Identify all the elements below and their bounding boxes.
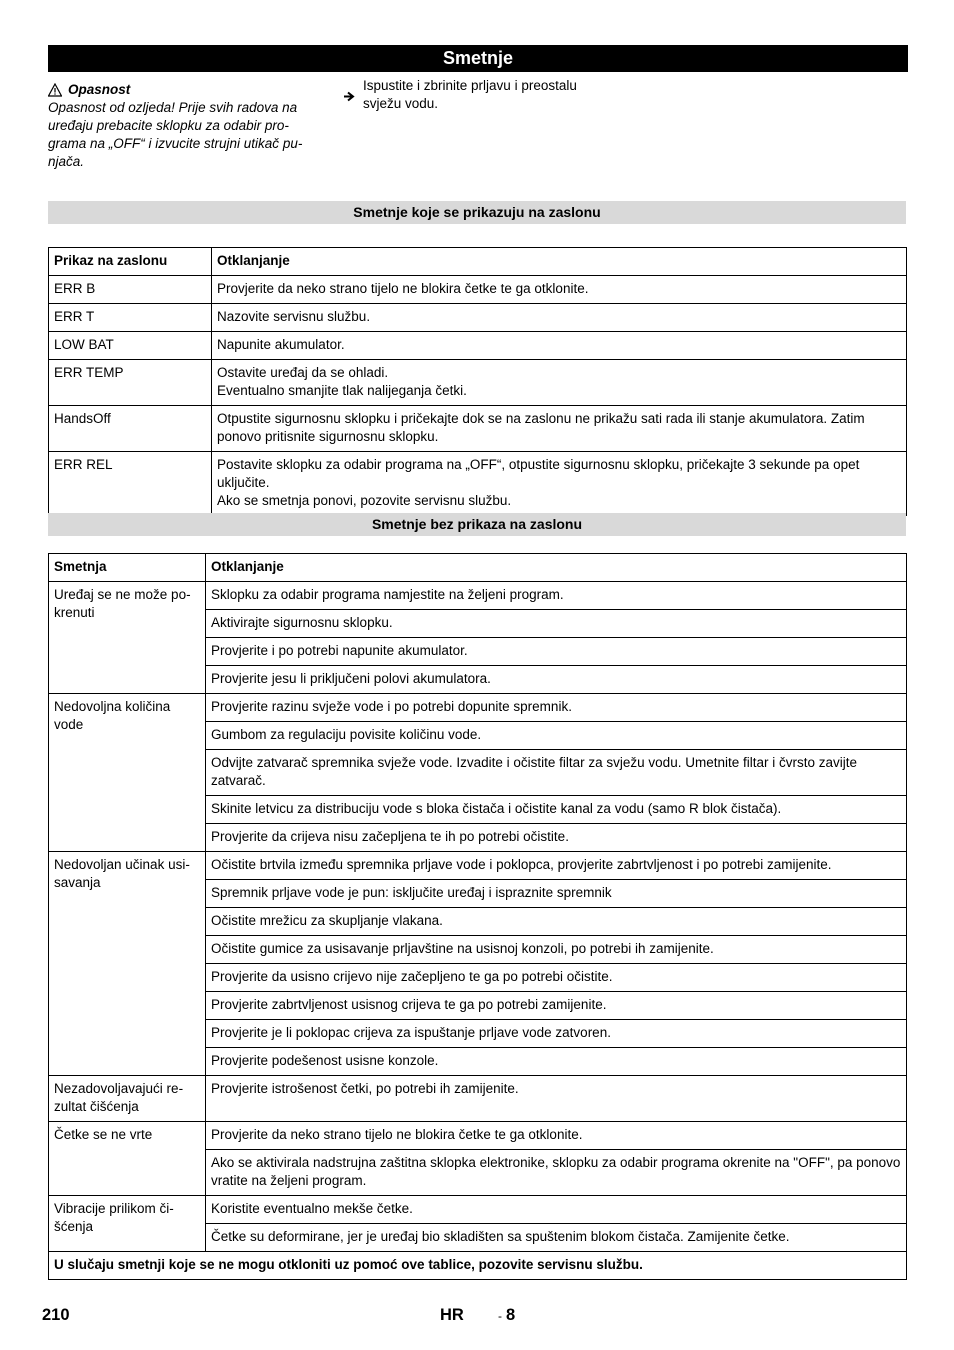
remedy-text: Ostavite uređaj da se ohladi. — [217, 365, 389, 380]
remedy-cell: Sklopku za odabir programa namjestite na željeni program. — [206, 582, 907, 610]
language-code: HR — [440, 1306, 464, 1324]
remedy-cell: Provjerite istrošenost četki, po potrebi ih zamijenite. — [206, 1076, 907, 1122]
remedy-cell: Provjerite zabrtvljenost usisnog crijeva te ga po potrebi zamijenite. — [206, 992, 907, 1020]
fault-text: vode — [54, 717, 84, 732]
remedy-text: Provjerite da neko strano tijelo ne blokira četke te ga otklonite. — [217, 281, 589, 296]
display-code: ERR TEMP — [49, 360, 212, 406]
remedy-cell — [212, 332, 907, 360]
remedy-cell: Koristite eventualno mekše četke. — [206, 1196, 907, 1224]
fault-text: Nedovoljan učinak usi- — [54, 857, 190, 872]
remedy-cell: Ako se aktivirala nadstrujna zaštitna sklopka elektronike, sklopku za odabir programa okrenite na "OFF", pa ponovo vratite na željeni program. — [206, 1150, 907, 1196]
remedy-cell — [212, 360, 907, 406]
nodisplay-faults-table — [48, 553, 907, 1280]
fault-text: krenuti — [54, 605, 95, 620]
remedy-cell: Provjerite je li poklopac crijeva za ispuštanje prljave vode zatvoren. — [206, 1020, 907, 1048]
column-header: Prikaz na zaslonu — [49, 248, 212, 276]
display-code: ERR T — [49, 304, 212, 332]
warning-heading — [48, 81, 328, 99]
warning-line: njača. — [48, 154, 85, 169]
page-dash: - — [498, 1309, 502, 1323]
remedy-text: Napunite akumulator. — [217, 337, 345, 352]
warning-line: grama na „OFF“ i izvucite strujni utikač pu- — [48, 136, 303, 151]
fault-text: Vibracije prilikom či- — [54, 1201, 174, 1216]
section-heading-nodisplay: Smetnje bez prikaza na zaslonu — [48, 513, 906, 536]
remedy-text: Nazovite servisnu službu. — [217, 309, 371, 324]
remedy-cell: Provjerite razinu svježe vode i po potrebi dopunite spremnik. — [206, 694, 907, 722]
fault-text: Nedovoljna količina — [54, 699, 171, 714]
warning-note — [48, 81, 328, 171]
display-code: ERR B — [49, 276, 212, 304]
fault-cell — [49, 1196, 206, 1252]
remedy-cell: Odvijte zatvarač spremnika svježe vode. Izvadite i očistite filtar za svježu vodu. Umetnite filtar i čvrsto zavijte zatvarač. — [206, 750, 907, 796]
fault-text: savanja — [54, 875, 101, 890]
table-header-row — [49, 554, 907, 582]
column-header: Smetnja — [49, 554, 206, 582]
remedy-cell: Gumbom za regulaciju povisite količinu vode. — [206, 722, 907, 750]
remedy-cell: Provjerite i po potrebi napunite akumulator. — [206, 638, 907, 666]
warning-line: uređaju prebacite sklopku za odabir pro- — [48, 118, 289, 133]
remedy-cell: Provjerite podešenost usisne konzole. — [206, 1048, 907, 1076]
remedy-text: Postavite sklopku za odabir programa na „OFF“, otpustite sigurnosnu sklopku, pričekajte 3 sekunde pa opet uključite. — [217, 457, 860, 490]
table-row — [49, 694, 907, 722]
table-row — [49, 332, 907, 360]
fault-text: šćenja — [54, 1219, 94, 1234]
remedy-text: Otpustite sigurnosnu sklopku i pričekajte dok se na zaslonu ne prikažu sati rada ili stanje akumulatora. Zatim ponovo pritisnite sigurnosnu sklopku. — [217, 411, 865, 444]
remedy-text: Ako se smetnja ponovi, pozovite servisnu službu. — [217, 493, 512, 508]
remedy-cell: Očistite gumice za usisavanje prljavštine na usisnoj konzoli, po potrebi ih zamijenite. — [206, 936, 907, 964]
arrow-right-icon — [343, 80, 355, 113]
display-code: HandsOff — [49, 406, 212, 452]
remedy-cell — [212, 452, 907, 516]
fault-text: Četke se ne vrte — [54, 1127, 153, 1142]
fault-text: Uređaj se ne može po- — [54, 587, 191, 602]
fault-text: Nezadovoljavajući re- — [54, 1081, 184, 1096]
remedy-cell — [212, 406, 907, 452]
display-faults-table — [48, 247, 907, 516]
remedy-cell: Provjerite da crijeva nisu začepljena te ih po potrebi očistite. — [206, 824, 907, 852]
remedy-cell: Provjerite da neko strano tijelo ne blokira četke te ga otklonite. — [206, 1122, 907, 1150]
table-row — [49, 1122, 907, 1150]
column-header: Otklanjanje — [212, 248, 907, 276]
fault-cell — [49, 694, 206, 852]
remedy-cell: Provjerite da usisno crijevo nije začepljeno te ga po potrebi očistite. — [206, 964, 907, 992]
remedy-cell: Očistite brtvila između spremnika prljave vode i poklopca, provjerite zabrtvljenost i po potrebi zamijenite. — [206, 852, 907, 880]
fault-cell — [49, 852, 206, 1076]
remedy-cell: Skinite letvicu za distribuciju vode s bloka čistača i očistite kanal za vodu (samo R blok čistača). — [206, 796, 907, 824]
fault-cell — [49, 1122, 206, 1196]
warning-heading-text: Opasnost — [68, 82, 131, 97]
table-header-row — [49, 248, 907, 276]
table-row — [49, 852, 907, 880]
display-code: ERR REL — [49, 452, 212, 516]
fault-text: zultat čišćenja — [54, 1099, 139, 1114]
footer-note: U slučaju smetnji koje se ne mogu otkloniti uz pomoć ove tablice, pozovite servisnu službu. — [49, 1252, 907, 1280]
instruction-step — [343, 77, 613, 113]
section-page-value: 8 — [506, 1306, 516, 1324]
table-row — [49, 1076, 907, 1122]
warning-triangle-icon — [48, 83, 62, 97]
table-footer-row — [49, 1252, 907, 1280]
page-title: Smetnje — [48, 45, 908, 72]
table-row — [49, 304, 907, 332]
remedy-cell — [212, 276, 907, 304]
warning-line: Opasnost od ozljeda! Prije svih radova na — [48, 100, 298, 115]
remedy-cell: Spremnik prljave vode je pun: isključite uređaj i ispraznite spremnik — [206, 880, 907, 908]
display-code: LOW BAT — [49, 332, 212, 360]
table-row — [49, 360, 907, 406]
remedy-cell: Očistite mrežicu za skupljanje vlakana. — [206, 908, 907, 936]
fault-cell — [49, 1076, 206, 1122]
table-row — [49, 452, 907, 516]
fault-cell — [49, 582, 206, 694]
step-line: Ispustite i zbrinite prljavu i preostalu — [363, 78, 577, 93]
table-row — [49, 276, 907, 304]
step-line: svježu vodu. — [363, 96, 439, 111]
table-row — [49, 582, 907, 610]
remedy-cell: Četke su deformirane, jer je uređaj bio skladišten sa spuštenim blokom čistača. Zamijenite četke. — [206, 1224, 907, 1252]
remedy-cell: Provjerite jesu li priključeni polovi akumulatora. — [206, 666, 907, 694]
remedy-text: Eventualno smanjite tlak nalijeganja četki. — [217, 383, 467, 398]
table-row — [49, 1196, 907, 1224]
section-page-number — [498, 1306, 515, 1325]
remedy-cell: Aktivirajte sigurnosnu sklopku. — [206, 610, 907, 638]
section-heading-display: Smetnje koje se prikazuju na zaslonu — [48, 201, 906, 224]
page-number: 210 — [42, 1306, 70, 1324]
column-header: Otklanjanje — [206, 554, 907, 582]
table-row — [49, 406, 907, 452]
remedy-cell — [212, 304, 907, 332]
